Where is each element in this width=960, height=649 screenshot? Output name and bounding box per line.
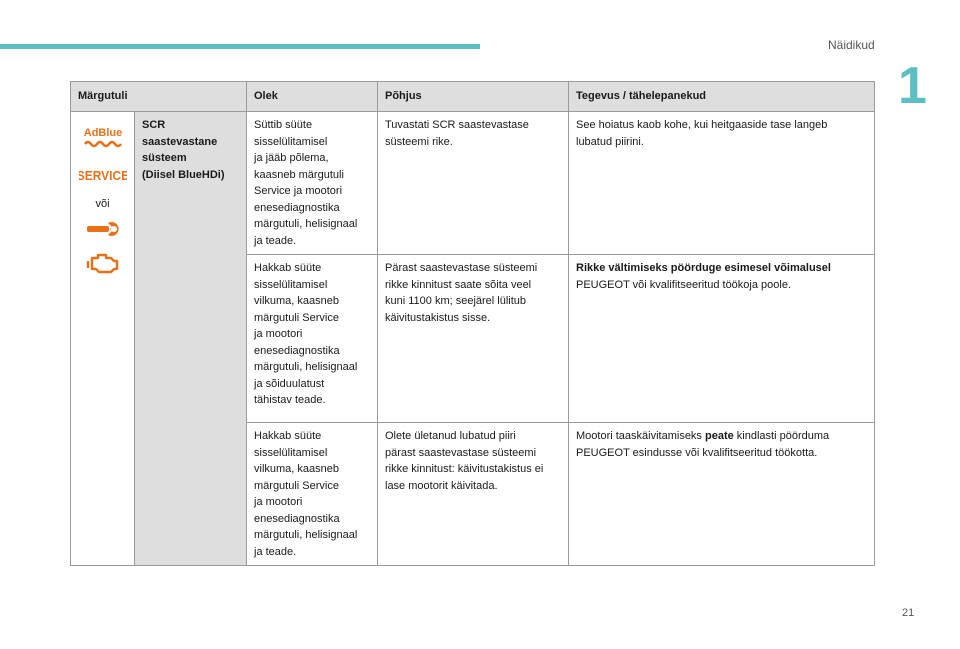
row3-action-bold: peate	[705, 430, 734, 442]
header-accent-bar	[0, 44, 480, 49]
service-icon	[78, 165, 127, 191]
row2-action-cell	[569, 255, 875, 423]
page-number: 21	[902, 607, 915, 619]
adblue-icon-text: AdBlue	[83, 127, 122, 139]
row2-action: PEUGEOT või kvalifitseeritud töökoja poole.	[576, 278, 792, 291]
wrench-icon	[78, 219, 127, 245]
header-state: Olek	[247, 82, 378, 112]
header-action: Tegevus / tähelepanekud	[569, 82, 875, 112]
engine-icon	[78, 250, 127, 282]
indicator-name: SCR saastevastane süsteem (Diisel BlueHDi)	[135, 112, 247, 566]
row2-action-bold: Rikke vältimiseks pöörduge esimesel võimalusel	[576, 262, 831, 274]
row2-state: Hakkab süüte sisselülitamisel vilkuma, kaasneb märgutuli Service ja mootori enesediagnostika märgutuli, helisignaal ja sõiduulatust tähistav teade.	[247, 255, 378, 423]
service-icon-text: SERVICE	[78, 168, 127, 183]
table-header-row	[71, 82, 875, 112]
row1-action: See hoiatus kaob kohe, kui heitgaaside tase langeb lubatud piirini.	[569, 112, 875, 255]
row1-state: Süttib süüte sisselülitamisel ja jääb põlema, kaasneb märgutuli Service ja mootori enesediagnostika märgutuli, helisignaal ja teade.	[247, 112, 378, 255]
row3-action-pre: Mootori taaskäivitamiseks	[576, 430, 705, 442]
row3-cause: Olete ületanud lubatud piiri pärast saastevastase süsteemi rikke kinnitust: käivitustakistus ei lase mootorit käivitada.	[378, 423, 569, 566]
warning-lights-table	[70, 81, 875, 566]
row3-action-post: kindlasti pöörduma PEUGEOT esindusse või kvalifitseeritud töökotta.	[576, 430, 830, 459]
adblue-icon	[78, 123, 127, 159]
row3-state: Hakkab süüte sisselülitamisel vilkuma, kaasneb märgutuli Service ja mootori enesediagnostika märgutuli, helisignaal ja teade.	[247, 423, 378, 566]
or-label: või	[95, 198, 110, 210]
header-indicator: Märgutuli	[71, 82, 247, 112]
row1-cause: Tuvastati SCR saastevastase süsteemi rike.	[378, 112, 569, 255]
row3-action-cell	[569, 423, 875, 566]
section-title: Näidikud	[828, 38, 875, 52]
row2-cause: Pärast saastevastase süsteemi rikke kinnitust saate sõita veel kuni 1100 km; seejärel lülitub käivitustakistus sisse.	[378, 255, 569, 423]
indicator-icons-cell	[71, 112, 135, 566]
header-cause: Põhjus	[378, 82, 569, 112]
table-row	[71, 112, 875, 255]
chapter-number: 1	[898, 57, 927, 115]
